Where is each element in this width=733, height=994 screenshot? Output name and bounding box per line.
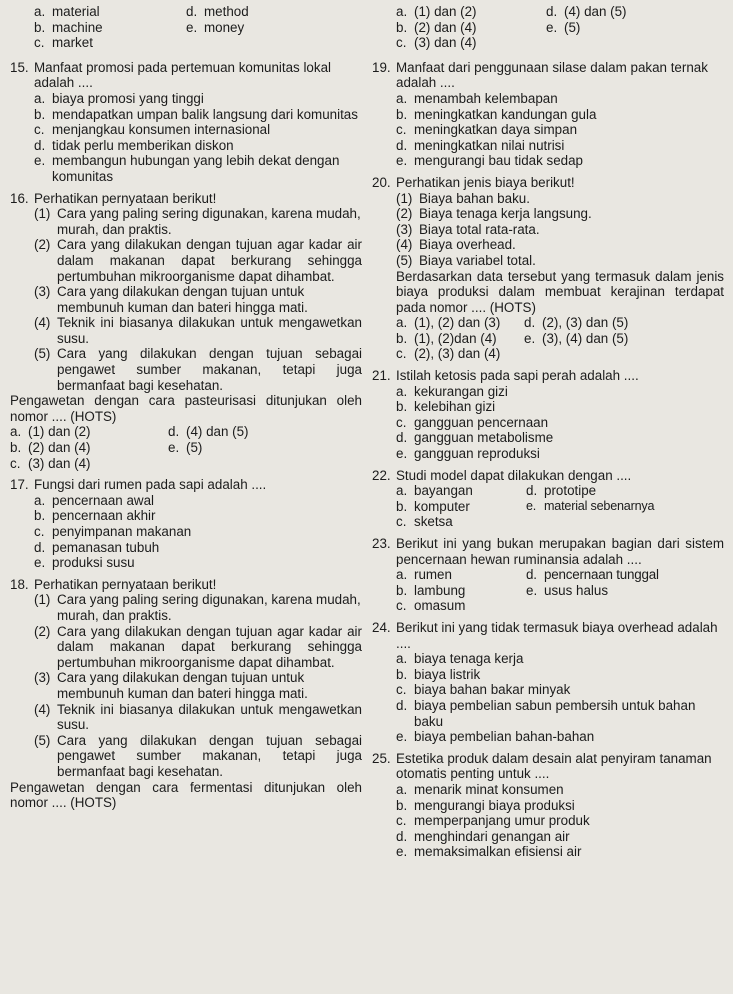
option-d bbox=[372, 698, 724, 729]
option-letter: a. bbox=[396, 90, 408, 106]
option-b bbox=[396, 499, 526, 515]
option-text: method bbox=[204, 4, 249, 19]
option-text: (2), (3) dan (5) bbox=[542, 315, 629, 331]
option-letter: e. bbox=[524, 330, 536, 346]
option-text: (1) dan (2) bbox=[414, 4, 477, 19]
option-letter: e. bbox=[526, 582, 538, 598]
option-letter: c. bbox=[396, 414, 407, 430]
statement-3 bbox=[372, 222, 724, 238]
option-text: (1) dan (2) bbox=[28, 424, 91, 440]
option-text: biaya pembelian sabun pembersih untuk bahan baku bbox=[414, 697, 696, 729]
option-c bbox=[34, 35, 186, 51]
option-text: (2) dan (4) bbox=[414, 19, 477, 35]
option-a bbox=[396, 4, 546, 20]
statement-1 bbox=[10, 206, 362, 237]
question-number: 19. bbox=[372, 59, 391, 75]
question-number: 18. bbox=[10, 576, 29, 592]
statement-text: Cara yang paling sering digunakan, karena mudah, murah, dan praktis. bbox=[57, 206, 361, 237]
statement-number: (1) bbox=[34, 206, 51, 222]
statement-number: (4) bbox=[34, 701, 51, 717]
option-e bbox=[372, 153, 724, 169]
option-text: pencernaan awal bbox=[52, 492, 154, 508]
option-text: menjangkau konsumen internasional bbox=[52, 122, 271, 138]
option-letter: b. bbox=[396, 399, 408, 415]
option-c bbox=[396, 514, 526, 530]
option-letter: a. bbox=[396, 4, 408, 19]
option-letter: c. bbox=[34, 35, 45, 51]
option-letter: b. bbox=[34, 508, 46, 524]
option-text: pencernaan akhir bbox=[52, 508, 156, 524]
option-letter: a. bbox=[396, 567, 408, 583]
option-letter: e. bbox=[396, 844, 408, 860]
option-text: mengurangi biaya produksi bbox=[414, 797, 575, 813]
option-text: bayangan bbox=[414, 483, 473, 499]
option-text: biaya pembelian bahan-bahan bbox=[414, 729, 595, 745]
question-prompt: Pengawetan dengan cara fermentasi ditunjukan oleh nomor .... (HOTS) bbox=[10, 779, 362, 811]
option-text: biaya listrik bbox=[414, 666, 481, 682]
option-letter: d. bbox=[34, 539, 46, 555]
option-text: menarik minat konsumen bbox=[414, 781, 564, 797]
option-e bbox=[372, 729, 724, 745]
option-b bbox=[396, 20, 546, 36]
question-stem: Fungsi dari rumen pada sapi adalah .... bbox=[34, 477, 267, 493]
option-letter: a. bbox=[396, 315, 408, 331]
option-text: material bbox=[52, 4, 100, 19]
option-text: rumen bbox=[414, 567, 452, 583]
statement-3 bbox=[10, 670, 362, 701]
option-d bbox=[372, 430, 724, 446]
statement-2 bbox=[10, 624, 362, 671]
option-letter: b. bbox=[396, 797, 408, 813]
option-a bbox=[372, 782, 724, 798]
option-letter: c. bbox=[396, 682, 407, 698]
question-22 bbox=[372, 468, 724, 484]
option-letter: a. bbox=[396, 651, 408, 667]
statement-5 bbox=[372, 253, 724, 269]
question-number: 25. bbox=[372, 750, 391, 766]
option-text: meningkatkan kandungan gula bbox=[414, 106, 597, 122]
question-number: 21. bbox=[372, 368, 391, 384]
option-letter: b. bbox=[34, 19, 46, 35]
option-e bbox=[372, 844, 724, 860]
option-e bbox=[186, 20, 362, 36]
option-c bbox=[372, 813, 724, 829]
option-text: (1), (2) dan (3) bbox=[414, 315, 501, 331]
option-letter: a. bbox=[34, 90, 46, 106]
question-stem: Istilah ketosis pada sapi perah adalah .... bbox=[396, 368, 639, 384]
option-text: memaksimalkan efisiensi air bbox=[414, 844, 582, 860]
option-e bbox=[524, 331, 724, 347]
statement-text: Cara yang dilakukan dengan tujuan sebagai pengawet sumber makanan, tetapi juga bermanfaat bagi kesehatan. bbox=[57, 732, 362, 779]
option-text: pencernaan tunggal bbox=[544, 567, 659, 583]
option-text: (2), (3) dan (4) bbox=[414, 346, 501, 362]
question-number: 22. bbox=[372, 467, 391, 483]
statement-text: Cara yang dilakukan dengan tujuan untuk membunuh kuman dan bateri hingga mati. bbox=[57, 670, 308, 701]
question-25 bbox=[372, 751, 724, 782]
statement-2 bbox=[372, 206, 724, 222]
option-letter: b. bbox=[396, 498, 408, 514]
option-text: omasum bbox=[414, 598, 466, 614]
option-letter: d. bbox=[396, 828, 408, 844]
question-stem: Perhatikan pernyataan berikut! bbox=[34, 190, 217, 206]
statement-4 bbox=[10, 315, 362, 346]
question-number: 23. bbox=[372, 536, 391, 551]
option-d bbox=[10, 138, 362, 154]
question-stem: Estetika produk dalam desain alat penyiram tanaman otomatis penting untuk .... bbox=[396, 750, 712, 782]
option-letter: a. bbox=[396, 483, 408, 499]
option-d bbox=[168, 424, 362, 440]
question-23 bbox=[372, 536, 724, 567]
option-text: penyimpanan makanan bbox=[52, 524, 192, 539]
option-a bbox=[372, 91, 724, 107]
question-stem: Perhatikan jenis biaya berikut! bbox=[396, 174, 575, 190]
statement-2 bbox=[10, 237, 362, 284]
option-letter: b. bbox=[396, 330, 408, 346]
option-d bbox=[372, 829, 724, 845]
option-letter: c. bbox=[34, 122, 45, 138]
statement-number: (3) bbox=[396, 221, 413, 237]
option-e bbox=[372, 446, 724, 462]
statement-number: (2) bbox=[34, 237, 51, 253]
option-d bbox=[372, 138, 724, 154]
top-right-options bbox=[372, 4, 724, 51]
option-a bbox=[396, 567, 526, 583]
option-text: meningkatkan nilai nutrisi bbox=[414, 137, 565, 153]
question-24 bbox=[372, 620, 724, 651]
option-text: (2) dan (4) bbox=[28, 440, 91, 456]
statement-number: (5) bbox=[396, 252, 413, 268]
option-text: (3), (4) dan (5) bbox=[542, 330, 629, 346]
option-text: material sebenarnya bbox=[544, 498, 655, 513]
question-number: 24. bbox=[372, 619, 391, 635]
option-c bbox=[396, 35, 546, 51]
question-stem: Berikut ini yang tidak termasuk biaya overhead adalah .... bbox=[396, 619, 718, 651]
q23-options bbox=[372, 567, 724, 614]
option-a bbox=[372, 651, 724, 667]
left-column bbox=[10, 4, 362, 811]
option-letter: c. bbox=[34, 524, 45, 539]
option-b bbox=[396, 331, 524, 347]
option-e bbox=[10, 555, 362, 571]
question-stem: Manfaat promosi pada pertemuan komunitas lokal adalah .... bbox=[34, 59, 331, 91]
option-c bbox=[10, 524, 362, 540]
option-letter: a. bbox=[396, 781, 408, 797]
question-stem: Manfaat dari penggunaan silase dalam pakan ternak adalah .... bbox=[396, 59, 708, 91]
question-number: 15. bbox=[10, 59, 29, 75]
option-letter: e. bbox=[396, 153, 408, 169]
statement-3 bbox=[10, 284, 362, 315]
option-text: (3) dan (4) bbox=[414, 35, 477, 51]
option-text: mendapatkan umpan balik langsung dari komunitas bbox=[52, 106, 358, 122]
statement-4 bbox=[372, 237, 724, 253]
option-text: produksi susu bbox=[52, 555, 135, 571]
question-number: 16. bbox=[10, 190, 29, 206]
option-letter: e. bbox=[396, 446, 408, 462]
option-text: menghindari genangan air bbox=[414, 828, 570, 844]
option-letter: c. bbox=[396, 598, 407, 614]
question-stem: Berikut ini yang bukan merupakan bagian dari sistem pencernaan hewan ruminansia adalah .... bbox=[396, 536, 724, 567]
option-e bbox=[10, 153, 362, 184]
question-17 bbox=[10, 477, 362, 493]
option-e bbox=[526, 499, 724, 515]
option-text: membangun hubungan yang lebih dekat dengan komunitas bbox=[52, 153, 340, 184]
option-text: meningkatkan daya simpan bbox=[414, 122, 578, 138]
option-c bbox=[372, 682, 724, 698]
option-letter: d. bbox=[168, 424, 180, 440]
option-letter: d. bbox=[396, 430, 408, 446]
option-letter: a. bbox=[396, 383, 408, 399]
statement-text: Cara yang dilakukan dengan tujuan sebagai pengawet sumber makanan, tetapi juga bermanfaat bagi kesehatan. bbox=[57, 346, 362, 393]
option-c bbox=[10, 122, 362, 138]
option-c bbox=[10, 456, 168, 472]
option-letter: e. bbox=[526, 498, 537, 513]
question-16 bbox=[10, 191, 362, 207]
option-letter: e. bbox=[396, 729, 408, 745]
option-text: memperpanjang umur produk bbox=[414, 813, 590, 829]
option-letter: b. bbox=[34, 106, 46, 122]
question-18 bbox=[10, 577, 362, 593]
option-b bbox=[372, 798, 724, 814]
option-text: (1), (2)dan (4) bbox=[414, 330, 497, 346]
option-text: (4) dan (5) bbox=[564, 4, 627, 19]
option-letter: d. bbox=[524, 315, 536, 331]
option-a bbox=[10, 91, 362, 107]
question-number: 20. bbox=[372, 174, 391, 190]
option-text: biaya promosi yang tinggi bbox=[52, 90, 204, 106]
statement-text: Cara yang dilakukan dengan tujuan agar kadar air dalam makanan dapat berkurang sehingga pertumbuhan mikroorganisme dapat dihambat. bbox=[57, 237, 362, 284]
option-letter: d. bbox=[34, 137, 46, 153]
option-a bbox=[372, 384, 724, 400]
option-text: komputer bbox=[414, 498, 470, 514]
option-b bbox=[372, 667, 724, 683]
option-letter: c. bbox=[396, 514, 407, 530]
option-letter: d. bbox=[396, 137, 408, 153]
right-column bbox=[372, 4, 724, 860]
statement-5 bbox=[10, 346, 362, 393]
option-text: kelebihan gizi bbox=[414, 399, 496, 415]
statement-text: Biaya overhead. bbox=[419, 237, 516, 253]
option-letter: a. bbox=[10, 424, 22, 440]
question-15 bbox=[10, 60, 362, 91]
option-letter: d. bbox=[186, 4, 198, 19]
statement-text: Biaya variabel total. bbox=[419, 252, 536, 268]
question-stem: Studi model dapat dilakukan dengan .... bbox=[396, 467, 632, 483]
option-text: sketsa bbox=[414, 514, 453, 530]
q22-options bbox=[372, 483, 724, 530]
question-stem: Perhatikan pernyataan berikut! bbox=[34, 576, 217, 592]
statement-text: Cara yang paling sering digunakan, karena mudah, murah, dan praktis. bbox=[57, 592, 361, 623]
statement-1 bbox=[372, 191, 724, 207]
option-text: mengurangi bau tidak sedap bbox=[414, 153, 583, 169]
option-text: gangguan pencernaan bbox=[414, 414, 549, 430]
option-letter: c. bbox=[396, 813, 407, 829]
option-text: money bbox=[204, 19, 245, 35]
option-d bbox=[10, 540, 362, 556]
option-a bbox=[34, 4, 186, 20]
q16-options bbox=[10, 424, 362, 471]
option-text: (5) bbox=[564, 19, 581, 35]
statement-text: Biaya bahan baku. bbox=[419, 190, 530, 206]
q20-options bbox=[372, 315, 724, 362]
top-left-options bbox=[10, 4, 362, 51]
option-b bbox=[10, 107, 362, 123]
option-b bbox=[10, 508, 362, 524]
option-letter: e. bbox=[34, 153, 46, 169]
option-c bbox=[372, 122, 724, 138]
option-b bbox=[396, 583, 526, 599]
option-text: prototipe bbox=[544, 483, 597, 499]
option-letter: c. bbox=[396, 346, 407, 362]
option-text: gangguan reproduksi bbox=[414, 446, 540, 462]
option-letter: c. bbox=[396, 35, 407, 51]
option-b bbox=[372, 399, 724, 415]
option-a bbox=[10, 424, 168, 440]
option-text: pemanasan tubuh bbox=[52, 539, 160, 555]
option-d bbox=[524, 315, 724, 331]
option-text: biaya bahan bakar minyak bbox=[414, 682, 571, 698]
option-text: usus halus bbox=[544, 582, 609, 598]
option-text: tidak perlu memberikan diskon bbox=[52, 137, 234, 153]
option-b bbox=[372, 107, 724, 123]
option-letter: e. bbox=[186, 19, 198, 35]
option-a bbox=[10, 493, 362, 509]
statement-text: Teknik ini biasanya dilakukan untuk mengawetkan susu. bbox=[57, 315, 362, 346]
option-letter: b. bbox=[396, 666, 408, 682]
option-c bbox=[396, 346, 524, 362]
statement-number: (3) bbox=[34, 670, 51, 686]
option-d bbox=[526, 567, 724, 583]
statement-5 bbox=[10, 733, 362, 780]
question-21 bbox=[372, 368, 724, 384]
option-letter: e. bbox=[546, 19, 558, 35]
statement-text: Cara yang dilakukan dengan tujuan agar kadar air dalam makanan dapat berkurang sehingga pertumbuhan mikroorganisme dapat dihambat. bbox=[57, 623, 362, 670]
option-letter: c. bbox=[396, 122, 407, 138]
question-prompt: Pengawetan dengan cara pasteurisasi ditunjukan oleh nomor .... (HOTS) bbox=[10, 393, 362, 424]
option-letter: c. bbox=[10, 455, 21, 471]
statement-number: (5) bbox=[34, 732, 51, 748]
option-e bbox=[526, 583, 724, 599]
option-a bbox=[396, 315, 524, 331]
question-prompt: Berdasarkan data tersebut yang termasuk dalam jenis biaya produksi dalam membuat kerajinan terdapat pada nomor .... (HOTS) bbox=[396, 268, 724, 315]
option-letter: e. bbox=[34, 555, 46, 571]
option-b bbox=[10, 440, 168, 456]
option-letter: e. bbox=[168, 440, 180, 456]
statement-number: (1) bbox=[34, 592, 51, 608]
statement-number: (4) bbox=[396, 237, 413, 253]
statement-number: (4) bbox=[34, 315, 51, 331]
option-text: gangguan metabolisme bbox=[414, 430, 554, 446]
option-text: machine bbox=[52, 19, 103, 35]
question-20 bbox=[372, 175, 724, 191]
question-number: 17. bbox=[10, 477, 29, 493]
statement-number: (2) bbox=[396, 206, 413, 222]
statement-number: (3) bbox=[34, 284, 51, 300]
option-text: market bbox=[52, 35, 93, 51]
option-a bbox=[396, 483, 526, 499]
option-d bbox=[546, 4, 724, 20]
option-b bbox=[34, 20, 186, 36]
option-letter: d. bbox=[526, 483, 538, 499]
option-text: lambung bbox=[414, 582, 466, 598]
option-text: menambah kelembapan bbox=[414, 90, 558, 106]
option-e bbox=[546, 20, 724, 36]
statement-text: Teknik ini biasanya dilakukan untuk mengawetkan susu. bbox=[57, 701, 362, 733]
option-letter: b. bbox=[396, 582, 408, 598]
option-letter: b. bbox=[396, 19, 408, 35]
option-text: (4) dan (5) bbox=[186, 424, 249, 440]
option-text: biaya tenaga kerja bbox=[414, 651, 524, 667]
option-letter: b. bbox=[10, 440, 22, 456]
option-text: (5) bbox=[186, 440, 203, 456]
statement-number: (5) bbox=[34, 346, 51, 362]
statement-text: Cara yang dilakukan dengan tujuan untuk membunuh kuman dan bateri hingga mati. bbox=[57, 284, 308, 315]
option-letter: d. bbox=[526, 567, 537, 583]
option-letter: b. bbox=[396, 106, 408, 122]
question-19 bbox=[372, 60, 724, 91]
statement-4 bbox=[10, 702, 362, 733]
statement-number: (1) bbox=[396, 190, 413, 206]
option-c bbox=[396, 598, 526, 614]
option-letter: a. bbox=[34, 492, 46, 508]
option-letter: d. bbox=[546, 4, 558, 19]
statement-text: Biaya tenaga kerja langsung. bbox=[419, 206, 592, 222]
statement-1 bbox=[10, 592, 362, 623]
option-e bbox=[168, 440, 362, 456]
option-c bbox=[372, 415, 724, 431]
option-d bbox=[526, 483, 724, 499]
option-d bbox=[186, 4, 362, 20]
option-text: (3) dan (4) bbox=[28, 455, 91, 471]
option-letter: a. bbox=[34, 4, 46, 19]
statement-text: Biaya total rata-rata. bbox=[419, 221, 540, 237]
option-letter: d. bbox=[396, 697, 408, 713]
option-text: kekurangan gizi bbox=[414, 383, 508, 399]
statement-number: (2) bbox=[34, 623, 51, 639]
